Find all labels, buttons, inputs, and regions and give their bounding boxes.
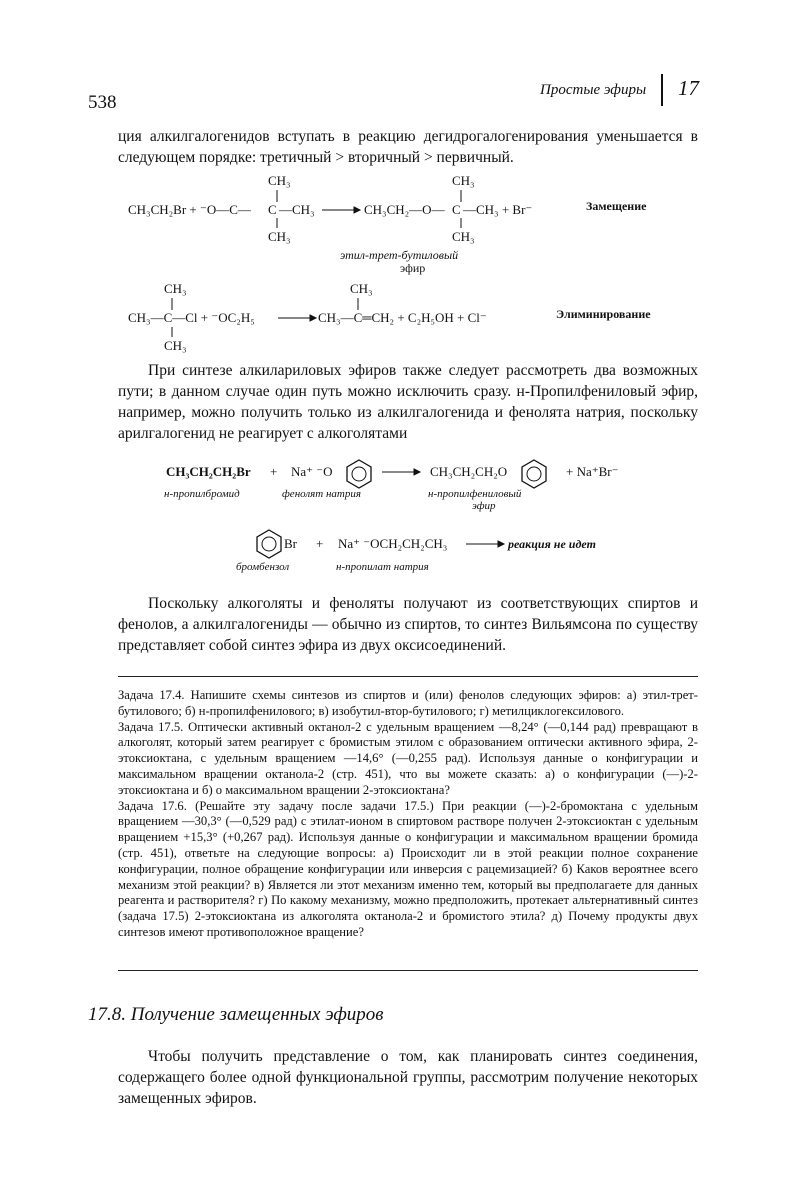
williamson-paragraph: Поскольку алкоголяты и феноляты получают из соответствующих спиртов и фенолов, а алкилгалогениды — обычно из спиртов, то синтез Вильямсона по существу представляет собой синтез эфира из двух оксисоединений. <box>118 595 698 654</box>
problems-bottom-rule <box>118 970 698 971</box>
problem-17-4: Задача 17.4. Напишите схемы синтезов из спиртов и (или) фенолов следующих эфиров: а) этил-трет-бутилового; б) н-пропилфенилового; в) изобутил-втор-бутилового; г) метилциклогексилового. <box>118 688 698 718</box>
name-product-line2: эфир <box>472 500 496 512</box>
quaternary-carbon: C <box>268 202 277 217</box>
substitution-scheme <box>128 173 647 275</box>
problems-block <box>118 688 698 941</box>
aryl-ether-paragraph: При синтезе алкилариловых эфиров также следует рассмотреть два возможных пути; в данном случае один путь можно исключить сразу. н-Пропилфениловый эфир, например, можно получить только из алкилгалогенида и фенолята натрия, поскольку арилгалогенид не реагирует с алкоголятами <box>118 362 698 442</box>
ch3-top-right: CH₃ <box>452 173 475 188</box>
product-name-line2: эфир <box>400 261 426 275</box>
elimination-product: CH₃—C═CH₂ + C₂H₅OH + Cl⁻ <box>318 310 487 325</box>
aromatic-circle-icon <box>352 467 366 481</box>
substitution-reactant: CH₃CH₂Br + ⁻O—C— <box>128 202 251 217</box>
propyl-phenyl-ether: CH₃CH₂CH₂O <box>430 464 508 479</box>
name-sodium-phenolate: фенолят натрия <box>282 488 361 500</box>
plus-sign: + <box>316 536 324 551</box>
page-number: 538 <box>88 92 117 113</box>
bromobenzene-br: Br <box>284 536 297 551</box>
no-reaction-scheme <box>236 530 596 573</box>
sodium-bromide: + Na⁺Br⁻ <box>566 464 619 479</box>
name-sodium-propylate: н-пропилат натрия <box>336 561 429 573</box>
elimination-scheme <box>128 281 651 353</box>
aromatic-circle-icon <box>262 537 276 551</box>
name-bromobenzene: бромбензол <box>236 561 290 573</box>
elimination-reactant: CH₃—C—Cl + ⁻OC₂H₅ <box>128 310 255 325</box>
section-paragraph: Чтобы получить представление о том, как планировать синтез соединения, содержащего более одной функциональной группы, рассмотрим получение некоторых замещенных эфиров. <box>118 1048 698 1107</box>
problems-top-rule <box>118 676 698 677</box>
elim-product-ch3-top: CH₃ <box>350 281 373 296</box>
product-name-line1: этил-трет-бутиловый <box>340 248 459 262</box>
aryl-ether-reaction <box>164 460 618 512</box>
ch3-top-left: CH₃ <box>268 173 291 188</box>
problem-17-6: Задача 17.6. (Решайте эту задачу после задачи 17.5.) При реакции (—)-2-бромоктана с удельным вращением —30,3° (—0,529 рад) с этилат-ионом в спиртовом растворе получен 2-этоксиоктан с удельным вращением +15,3° (+0,267 рад). Используя данные о конфигурации и максимальном вращении бромида (стр. 451), ответьте на следующие вопросы: а) Происходит ли в этой реакции полное сохранение конфигурации, полное обращение конфигурации или инверсия с рацемизацией? б) Каков вероятнее всего механизм этой реакции? в) Является ли этот механизм именно тем, который вы предполагаете для данных реагента и растворителя? г) По какому механизму, можно предположить, протекает альтернативный синтез (задача 17.5) 2-этоксиоктана из алкоголята октанола-2 и бромистого этила? д) Почему продукты двух синтезов имеют противоположное вращение? <box>118 798 698 939</box>
intro-paragraph: ция алкилгалогенидов вступать в реакцию дегидрогалогенирования уменьшается в следующем порядке: третичный > вторичный > первичный. <box>118 128 698 166</box>
benzene-ring-icon <box>257 530 281 558</box>
elim-ch3-top: CH₃ <box>164 281 187 296</box>
benzene-ring-icon <box>347 460 371 488</box>
running-title: Простые эфиры <box>540 82 647 98</box>
plus-sign: + <box>270 464 278 479</box>
propyl-bromide: CH₃CH₂CH₂Br <box>166 464 251 479</box>
ch3-bottom: CH₃ <box>268 229 291 244</box>
problem-17-5: Задача 17.5. Оптически активный октанол-2 с удельным вращением —8,24° (—0,144 рад) превращают в алкоголят, который затем реагирует с бромистым этилом с образованием оптически активного эфира, 2-этоксиоктана, с удельным вращением —14,6° (—0,255 рад). Используя данные о конфигурации и максимальном вращении октанола-2 (стр. 451), что вы можете сказать: а) о конфигурации (—)-2-этоксиоктана и б) о максимальном вращении 2-этоксиоктана? <box>118 719 698 797</box>
aromatic-circle-icon <box>527 467 541 481</box>
sodium-phenolate: Na⁺ ⁻O <box>291 464 333 479</box>
no-reaction-result: реакция не идет <box>508 537 596 551</box>
section-heading: 17.8. Получение замещенных эфиров <box>88 1004 384 1025</box>
sodium-propylate: Na⁺ ⁻OCH₂CH₂CH₃ <box>338 536 448 551</box>
elim-ch3-bottom: CH₃ <box>164 338 187 353</box>
chain-end: —CH₃ <box>279 202 315 217</box>
elimination-label: Элиминирование <box>556 307 651 321</box>
chapter-number: 17 <box>678 76 699 100</box>
substitution-label: Замещение <box>586 199 647 213</box>
benzene-ring-icon <box>522 460 546 488</box>
name-product-line1: н-пропилфениловый <box>428 488 522 500</box>
product-carbon: C <box>452 202 461 217</box>
ch3-product-bottom: CH₃ <box>452 229 475 244</box>
substitution-byproduct: —CH₃ + Br⁻ <box>463 202 533 217</box>
substitution-product: CH₃CH₂—O— <box>364 202 445 217</box>
name-propyl-bromide: н-пропилбромид <box>164 488 240 500</box>
